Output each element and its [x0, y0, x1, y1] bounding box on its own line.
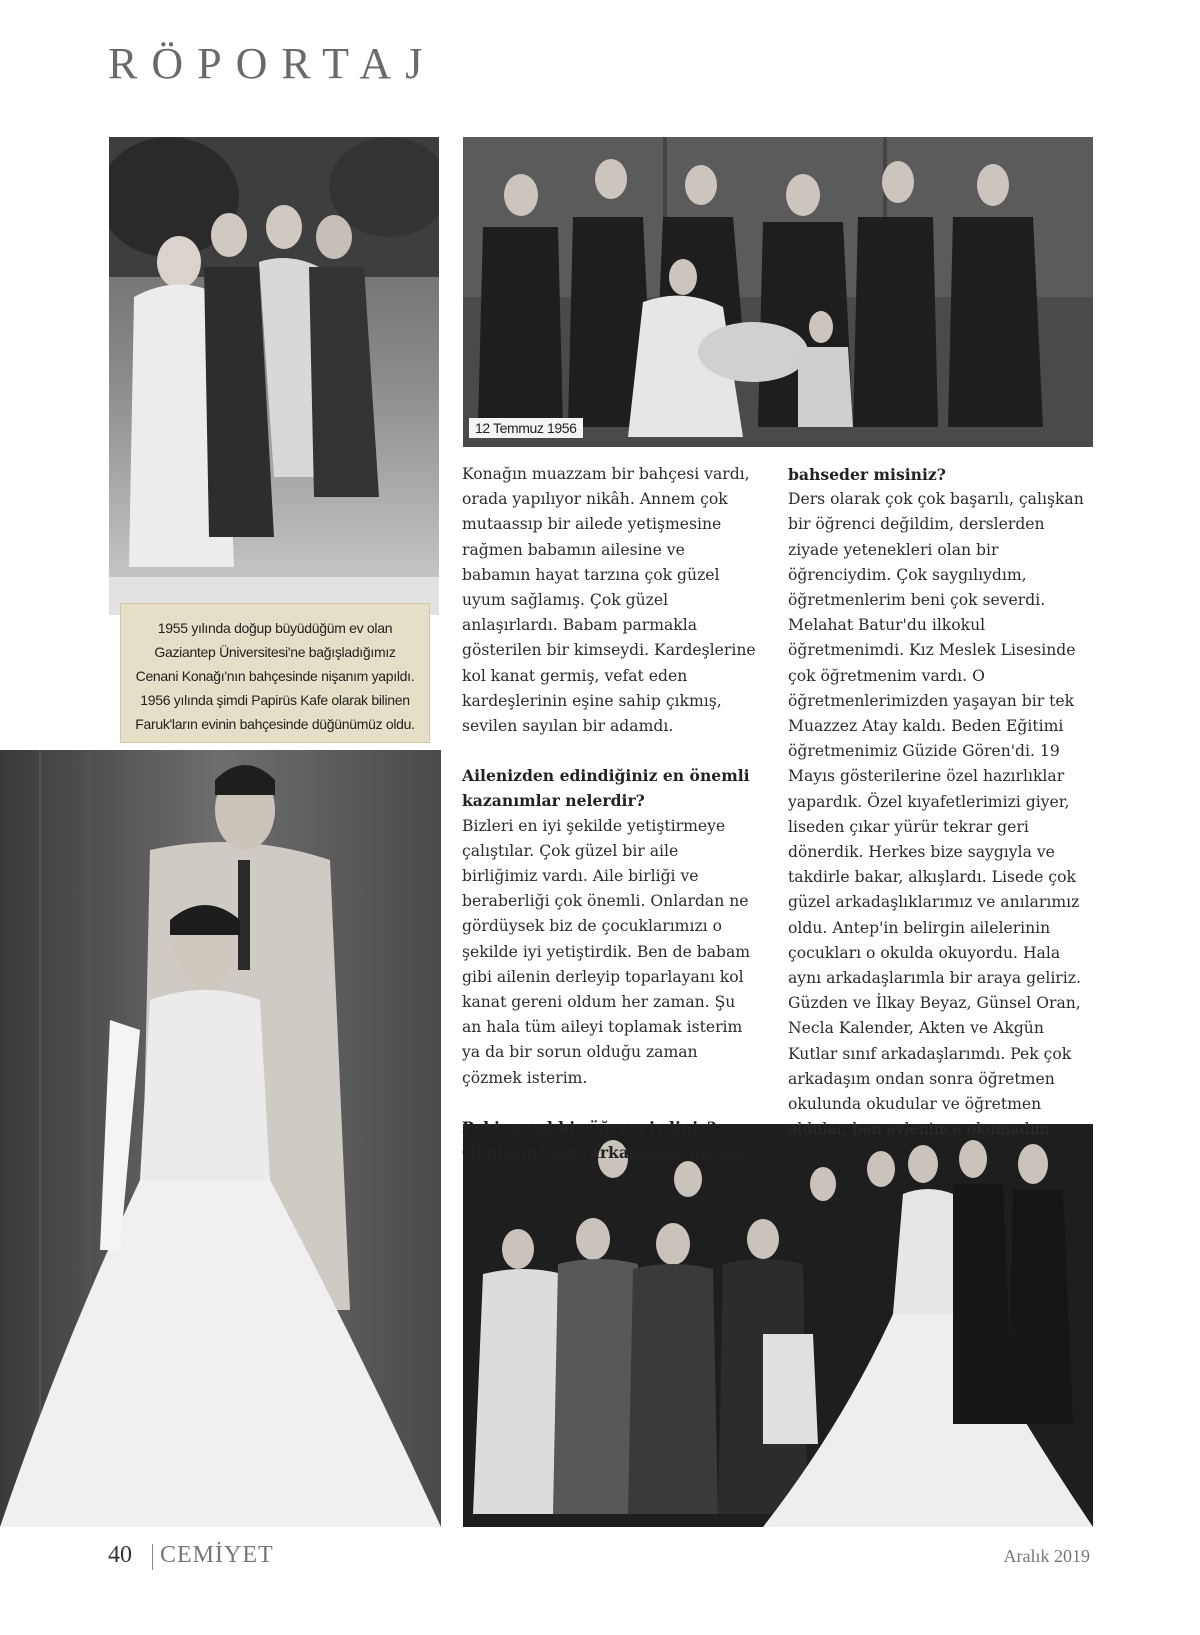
issue-date: Aralık 2019 — [1003, 1546, 1090, 1566]
article-column-left — [462, 462, 758, 1165]
question-heading: Ailenizden edindiğiniz en önemli kazanımlar nelerdir? — [462, 766, 750, 811]
photo-caption: 1955 yılında doğup büyüdüğüm ev olan Gaziantep Üniversitesi'ne bağışladığımız Cenani Konağı'nın bahçesinde nişanım yapıldı. 1956 yılında şimdi Papirüs Kafe olarak bilinen Faruk'ların evinin bahçesinde düğünümüz oldu. — [120, 603, 430, 743]
photo-date-label: 12 Temmuz 1956 — [469, 418, 583, 438]
engagement-photo — [109, 137, 439, 615]
page-number: 40 — [108, 1542, 132, 1568]
footer-divider — [152, 1544, 153, 1570]
family-photo — [463, 137, 1093, 447]
group-photo — [463, 1124, 1093, 1527]
paragraph: Bizleri en iyi şekilde yetiştirmeye çalıştılar. Çok güzel bir aile birliğimiz vardı. Aile birliği ve beraberliği çok önemli. Onlardan ne gördüysek biz de çocuklarımızı o şekilde iyi yetiştirdik. Ben de babam gibi ailenin derleyip toparlayanı kol kanat gereni oldum her zaman. Şu an hala tüm aileyi toplamak isterim ya da bir sorun olduğu zaman çözmek isterim. — [462, 816, 751, 1087]
section-title: RÖPORTAJ — [108, 39, 437, 88]
paragraph: Ders olarak çok çok başarılı, çalışkan bir öğrenci değildim, derslerden ziyade yetenekleri olan bir öğrenciydim. Çok saygılıydım, öğretmenlerim beni çok severdi. Melahat Batur'du ilkokul öğretmenimdi. Kız Meslek Lisesinde çok öğretmenim vardı. O öğretmenlerimizden yaşayan bir tek Muazzez Atay kaldı. Beden Eğitimi öğretmenimiz Güzide Gören'di. 19 Mayıs gösterilerine özel hazırlıklar yapardık. Özel kıyafetlerimizi giyer, liseden çıkar yürür tekrar geri dönerdik. Herkes bize saygıyla ve takdirle bakar, alkışlardı. Lisede çok güzel arkadaşlıklarımız ve anılarımız oldu. Antep'in belirgin ailelerinin çocukları o okulda okuyordu. Hala aynı arkadaşlarımla bir araya geliriz. Güzden ve İlkay Beyaz, Günsel Oran, Necla Kalender, Akten ve Akgün Kutlar sınıf arkadaşlarımdı. Pek çok arkadaşım ondan sonra öğretmen okulunda okudular ve öğretmen oldular, ben evlenince okumadım. — [788, 490, 1084, 1139]
paragraph: Konağın muazzam bir bahçesi vardı, orada yapılıyor nikâh. Annem çok mutaassıp bir ailede yetişmesine rağmen babamın ailesine ve babamın hayat tarzına çok güzel uyum sağlamış. Çok güzel anlaşırlardı. Babam parmakla gösterilen bir kimseydi. Kardeşlerine kol kanat germiş, vefat eden kardeşlerinin eşine sahip çıkmış, sevilen sayılan bir adamdı. — [462, 465, 756, 736]
article-column-right — [788, 462, 1088, 1142]
question-heading: Peki, nasıl bir öğrenciydiniz? Okulunuzdan, arkadaşlarınızdan — [462, 1117, 748, 1163]
magazine-name: CEMİYET — [160, 1542, 274, 1568]
wedding-portrait-photo — [0, 750, 441, 1527]
question-heading-continued: bahseder misiniz? — [788, 465, 946, 484]
